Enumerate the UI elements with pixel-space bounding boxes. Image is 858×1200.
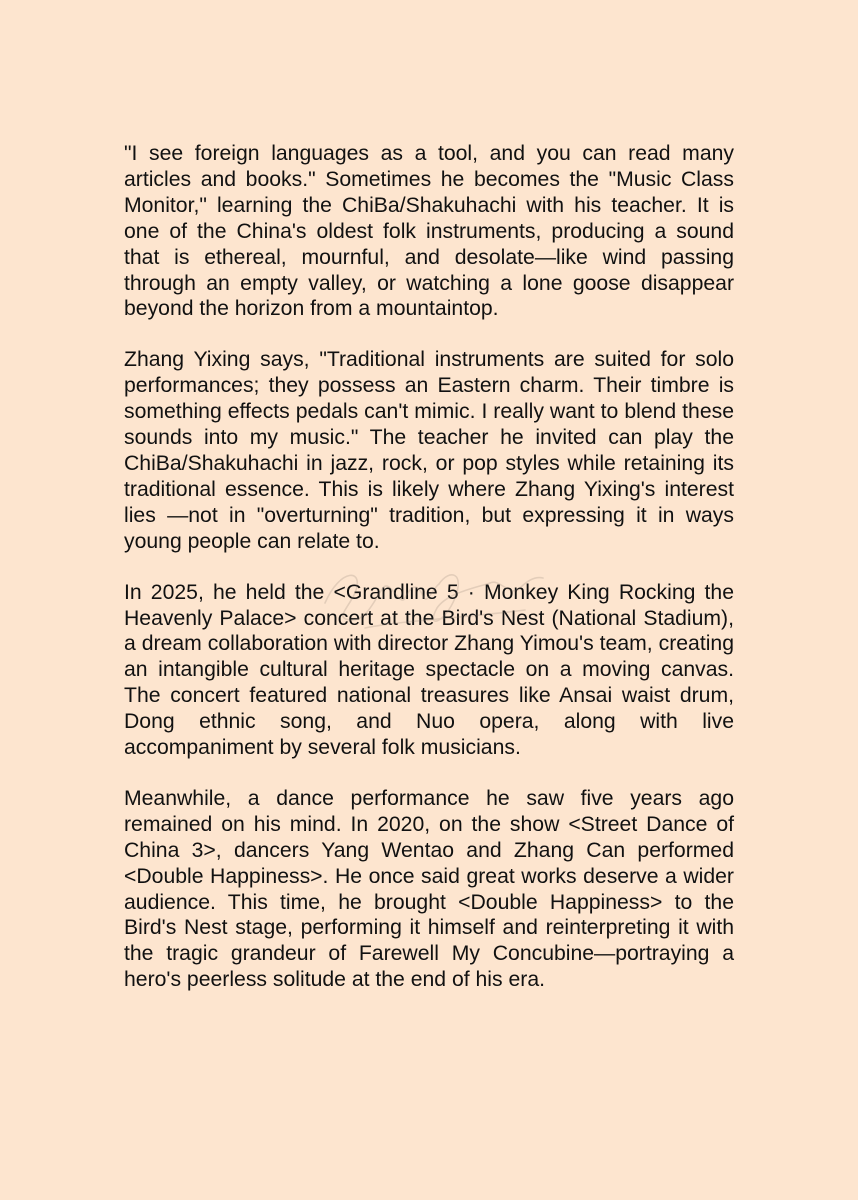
paragraph-3: In 2025, he held the <Grandline 5 · Monkey King Rocking the Heavenly Palace> concert at the Bird's Nest (National Stadium), a dream collaboration with director Zhang Yimou's team, creating an intangible cultural heritage spectacle on a moving canvas. The concert featured national treasures like Ansai waist drum, Dong ethnic song, and Nuo opera, along with live accompaniment by several folk musicians. xyxy=(124,580,734,760)
paragraph-4: Meanwhile, a dance performance he saw five years ago remained on his mind. In 2020, on the show <Street Dance of China 3>, dancers Yang Wentao and Zhang Can performed <Double Happiness>. He once said great works deserve a wider audience. This time, he brought <Double Happiness> to the Bird's Nest stage, performing it himself and reinterpreting it with the tragic grandeur of Farewell My Concubine—portraying a hero's peerless solitude at the end of his era. xyxy=(124,786,734,992)
article-body xyxy=(124,141,734,1018)
paragraph-2: Zhang Yixing says, "Traditional instruments are suited for solo performances; they possess an Eastern charm. Their timbre is something effects pedals can't mimic. I really want to blend these sounds into my music." The teacher he invited can play the ChiBa/Shakuhachi in jazz, rock, or pop styles while retaining its traditional essence. This is likely where Zhang Yixing's interest lies —not in "overturning" tradition, but expressing it in ways young people can relate to. xyxy=(124,348,734,553)
paragraph-1: "I see foreign languages as a tool, and you can read many articles and books." Sometimes he becomes the "Music Class Monitor," learning the ChiBa/Shakuhachi with his teacher. It is one of the China's oldest folk instruments, producing a sound that is ethereal, mournful, and desolate—like wind passing through an empty valley, or watching a lone goose disappear beyond the horizon from a mountaintop. xyxy=(124,142,734,321)
